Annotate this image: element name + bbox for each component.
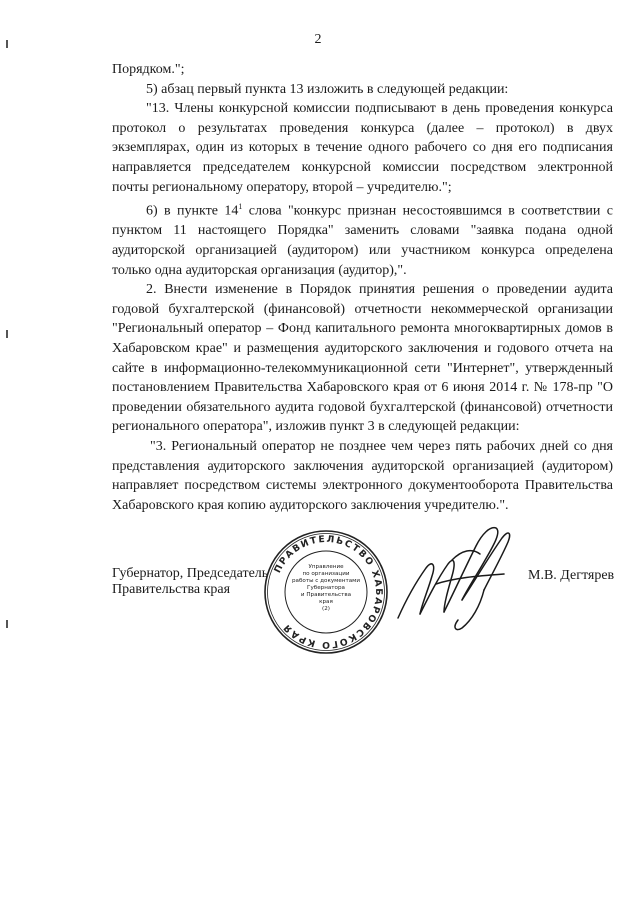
paragraph: "13. Члены конкурсной комиссии подписывают в день проведения конкурса протокол о результатах проведения конкурса (далее – протокол) в двух экземплярах, один из которых в течение одного рабочего со дня его подписания направляется председателем конкурсной комиссии посредством электронной почты региональному оператору, второй – учредителю."; (112, 101, 613, 195)
stamp-line: работы с документами (292, 578, 360, 584)
paragraph: "3. Региональный оператор не позднее чем через пять рабочих дней со дня представления аудиторского заключения аудиторской организацией (аудитором) направляет посредством системы электронного документооборота Правительства Хабаровского края копию аудиторского заключения учредителю.". (112, 438, 613, 513)
paragraph: Порядком."; (112, 62, 185, 77)
body-text (112, 60, 613, 515)
stamp-line: края (319, 599, 333, 605)
paragraph-text: 6) в пункте 14 (146, 203, 239, 219)
superscript: 1 (238, 202, 243, 212)
signatory-title-line: Правительства края (112, 582, 231, 597)
stamp-line: Губернатора (307, 585, 345, 591)
stamp-line: (2) (322, 606, 330, 612)
stamp-line: и Правительства (300, 592, 352, 598)
stamp-outer-text: ПРАВИТЕЛЬСТВО ХАБАРОВСКОГО КРАЯ (272, 533, 385, 651)
stamp-line: Управление (308, 564, 344, 570)
official-stamp (262, 528, 390, 656)
scan-edge-mark (6, 620, 8, 628)
paragraph-text: слова "конкурс признан несостоявшимся в соответствии с пунктом 11 настоящего Порядка" заменить словами "заявка подана одной аудиторской организацией (аудитором) или участником конкурса определена только одна аудиторская организация (аудитор),". (112, 203, 613, 278)
page-number: 2 (314, 32, 322, 47)
signatory-title (112, 566, 268, 598)
handwritten-signature (392, 520, 522, 638)
scan-edge-mark (6, 330, 8, 338)
paragraph (112, 197, 613, 280)
stamp-line: по организации (302, 571, 350, 577)
paragraph: 5) абзац первый пункта 13 изложить в следующей редакции: (146, 81, 509, 97)
paragraph: 2. Внести изменение в Порядок принятия решения о проведении аудита годовой бухгалтерской (финансовой) отчетности некоммерческой организации "Региональный оператор – Фонд капитального ремонта многоквартирных домов в Хабаровском крае" и размещения аудиторского заключения и годового отчета на сайте в информационно-телекоммуникационной сети "Интернет", утвержденный постановлением Правительства Хабаровского края от 6 июня 2014 г. № 178-пр "О проведении обязательного аудита годовой бухгалтерской (финансовой) отчетности регионального оператора", изложив пункт 3 в следующей редакции: (112, 282, 613, 435)
signatory-name: М.В. Дегтярев (528, 568, 615, 583)
signatory-title-line: Губернатор, Председатель (112, 566, 269, 581)
